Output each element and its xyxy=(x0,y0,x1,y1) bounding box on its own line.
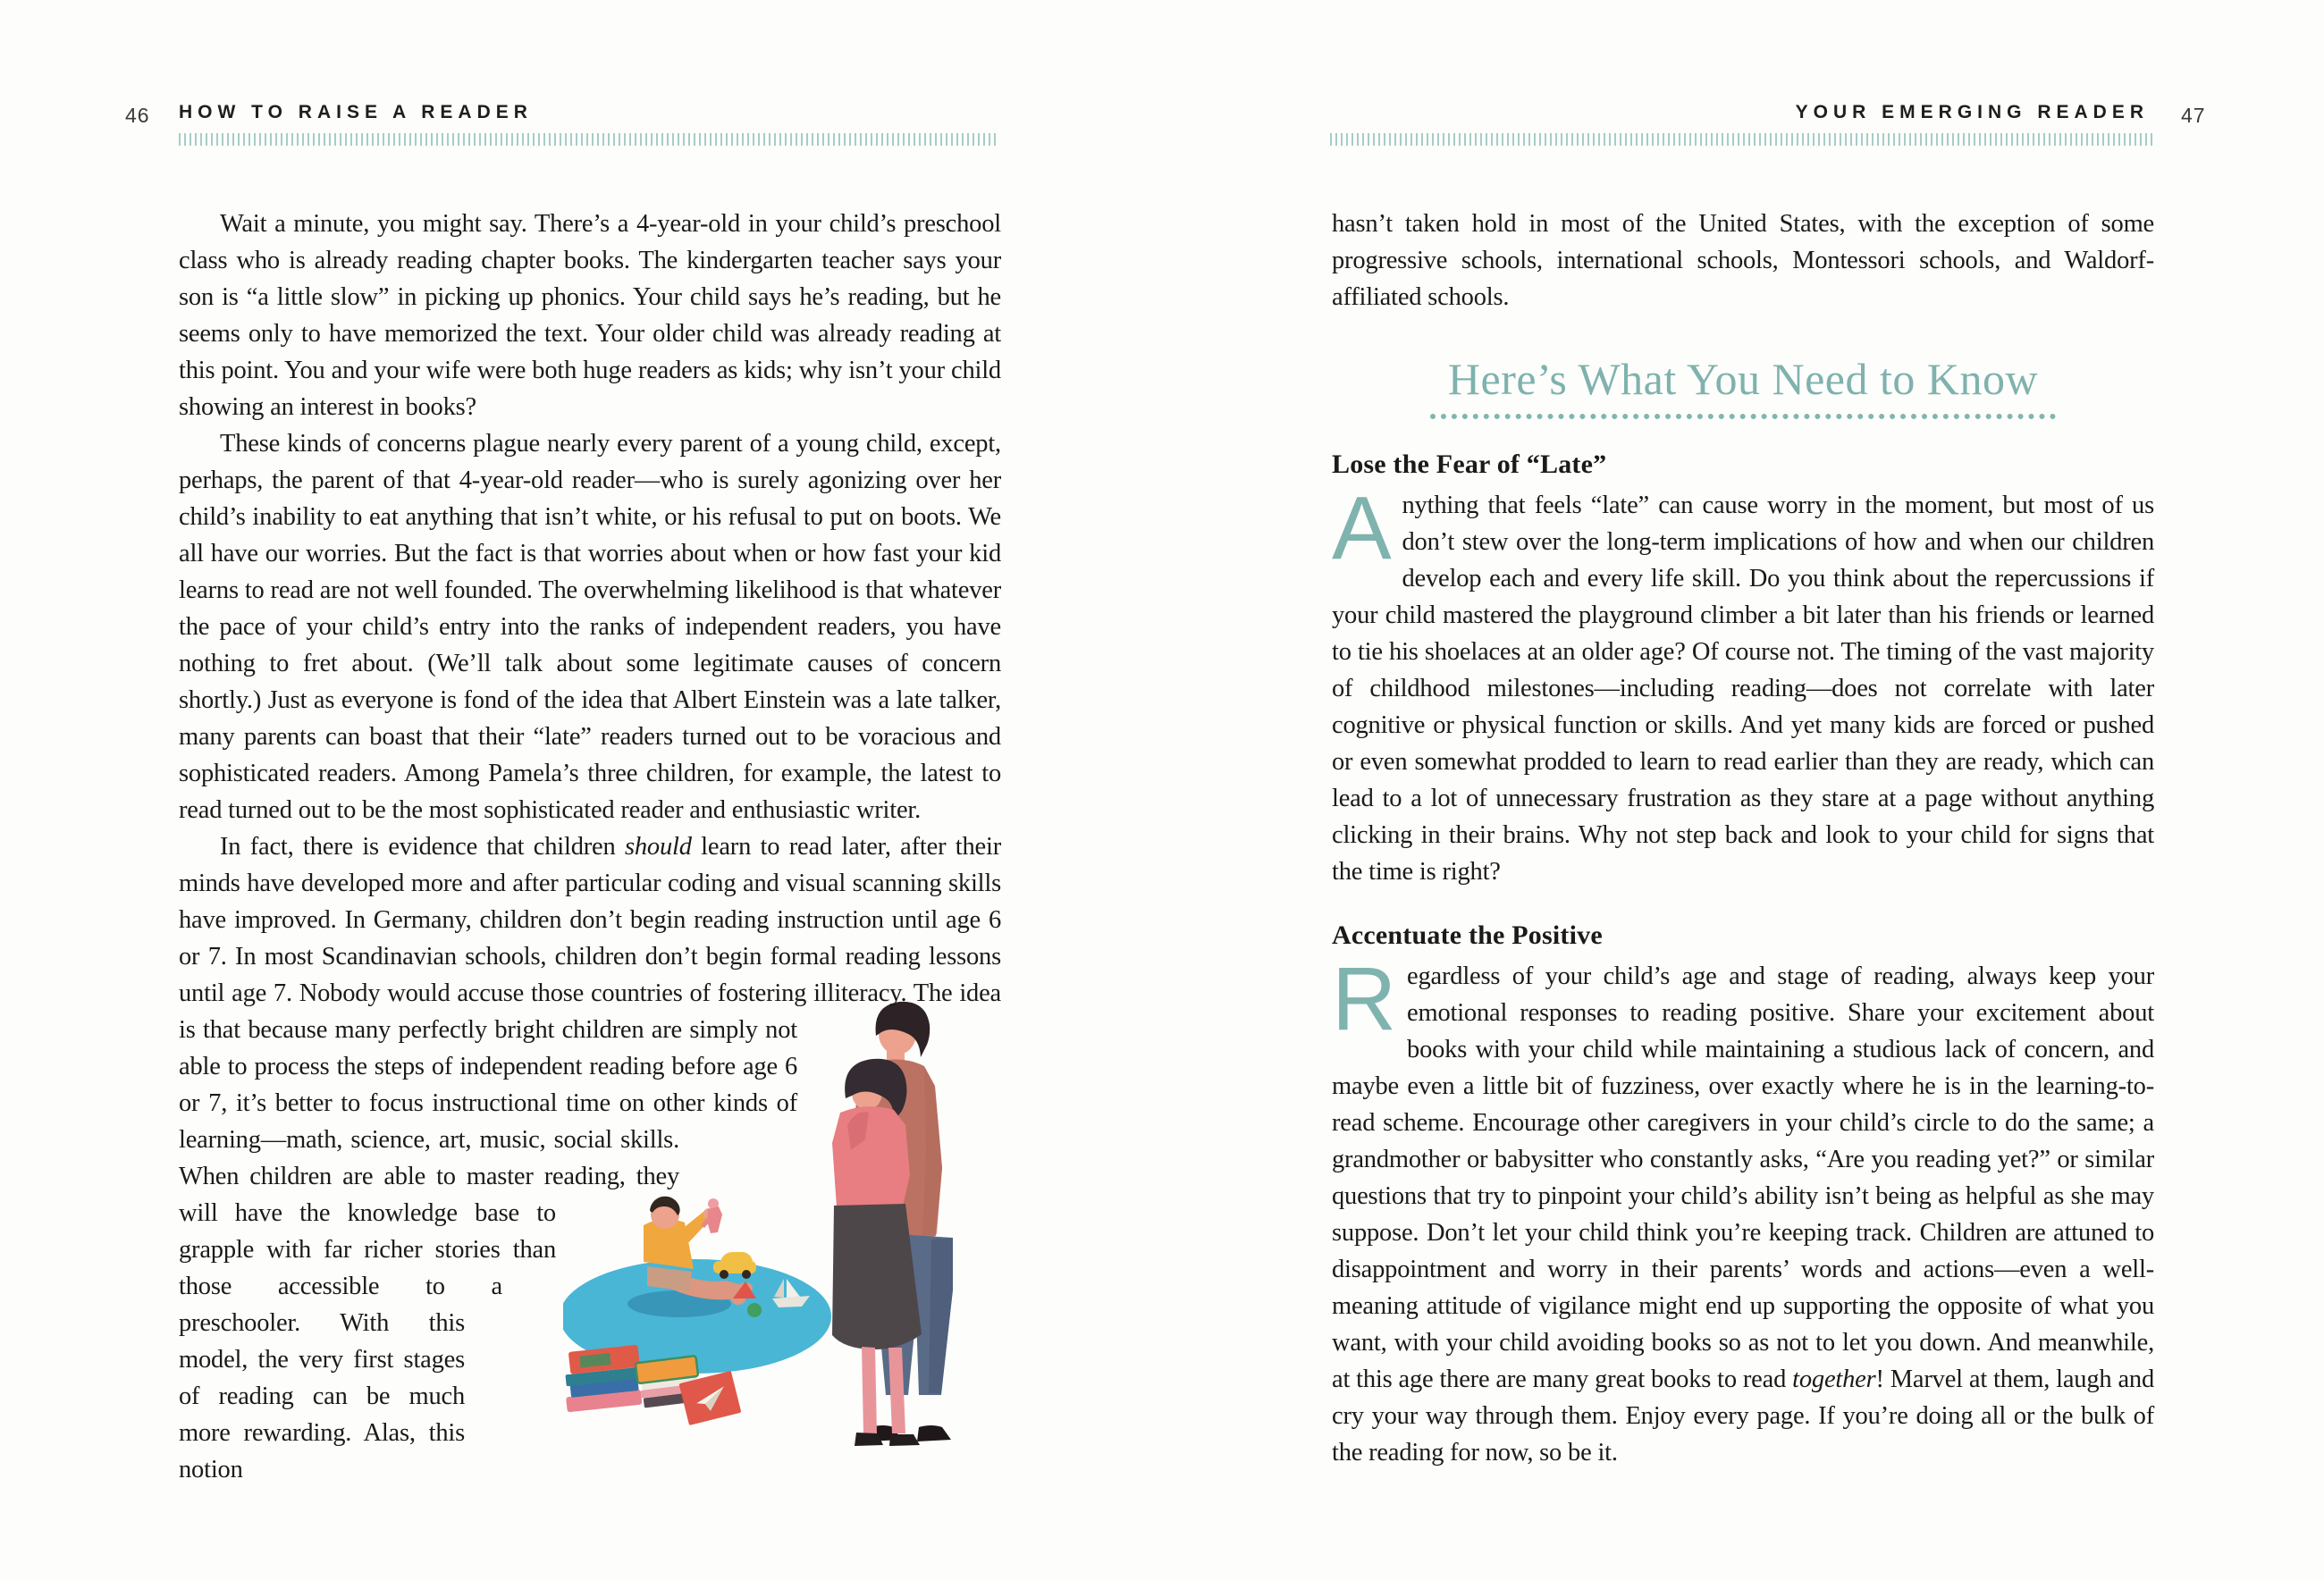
paragraph-text: learn to read later, after their minds have developed more and after particular coding and visual scanning skills have improved. In Germany, children don’t begin reading instruction until age 6 or 7. In most Scandinavian schools, children don’t begin formal reading lessons until age 7. Nobody would xyxy=(179,833,1001,1007)
paragraph-text: ! Marvel at them, laugh and cry your way through them. Enjoy every page. If you’re doing all or the bulk of the reading for now, so be it. xyxy=(1332,1366,2155,1467)
paragraph-text: egardless of your child’s age and stage of reading, always keep your emotional responses to reading positive. Share your excitement about books with your child while maintaining a studious lack of concern, and maybe even a little bit of fuzziness, over exactly where he is in the learning-to-read scheme. Encourage other caregivers in your child’s circle to do the same; a grandmother or babysitter who constantly asks, “Are you reading yet?” or similar questions that try to pinpoint your child’s ability isn’t being as helpful as she may suppose. Don’t let your child think you’re keeping track. Children are attuned to disappointment and worry in their parents’ words and actions—even a well-meaning attitude of vigilance might end up supporting the opposite of what you want, with your child avoiding books so as not to let you down. And meanwhile, at this age there are many great books to read xyxy=(1332,962,2154,1393)
header-rule-right xyxy=(1330,133,2154,146)
right-page-body xyxy=(1332,206,2154,1471)
italic-word: together xyxy=(1792,1366,1876,1393)
running-header-right: YOUR EMERGING READER xyxy=(1795,102,2149,122)
header-rule-left xyxy=(179,133,999,146)
drop-cap: A xyxy=(1332,478,1392,578)
dotted-rule xyxy=(1430,414,2056,419)
italic-word: should xyxy=(624,833,692,861)
subheading-accentuate-positive: Accentuate the Positive xyxy=(1332,920,1603,950)
left-page-body xyxy=(179,206,1001,1488)
continuation-paragraph: hasn’t taken hold in most of the United States, with the exception of some progressive schools, international schools, Montessori schools, and Waldorf-affiliated schools. xyxy=(1332,210,2154,311)
paragraph-with-illustration xyxy=(179,828,1001,1488)
section-heading: Here’s What You Need to Know xyxy=(1447,354,2039,404)
running-header-left: HOW TO RAISE A READER xyxy=(179,102,533,122)
paragraph-text: accuse those countries of fostering illiteracy. The idea is that because many perfectly bright children are simply not able to process the steps of independent reading before age 6 or 7, it’s better to focus instructional time on other kinds of learning—math, science, art, music, social skills. When children are able to master reading, they will have the knowledge base to grapple with far richer stories than those accessible to a preschooler. With this model, the very first stages of reading can be much more rewarding. Alas, this notion xyxy=(179,979,1002,1483)
subheading-lose-the-fear: Lose the Fear of “Late” xyxy=(1332,450,1607,479)
toy-ball xyxy=(747,1303,762,1317)
paragraph: Wait a minute, you might say. There’s a 4-year-old in your child’s preschool class who is already reading chapter books. The kindergarten teacher says your son is “a little slow” in picking up phonics. Your child says he’s reading, but he seems only to have memorized the text. Your older child was already reading at this point. You and your wife were both huge readers as kids; why isn’t your child showing an interest in books? xyxy=(179,210,1001,421)
paragraph-text: In fact, there is evidence that children xyxy=(220,833,625,861)
page-number-right: 47 xyxy=(2181,104,2206,127)
paragraph xyxy=(1332,949,2155,1471)
paragraph-text: nything that feels “late” can cause worry in the moment, but most of us don’t stew over the long-term implications of how and when our children develop each and every life skill. Do you think about the repercussions if your child mastered the playground climber a bit later than his friends or learned to tie his shoelaces at an older age? Of course not. The timing of the vast majority of childhood milestones—including reading—does not correlate with later cognitive or physical function or skills. And yet many kids are forced or pushed or even somewhat prodded to learn to read earlier than they are ready, which can lead to a lot of unnecessary frustration as they stare at a page without anything clicking in their brains. Why not step back and look to your child for signs that the time is right? xyxy=(1332,492,2154,886)
paragraph xyxy=(1332,478,2154,890)
page-number-left: 46 xyxy=(125,104,150,127)
drop-cap: R xyxy=(1332,949,1397,1049)
paragraph: These kinds of concerns plague nearly every parent of a young child, except, perhaps, the parent of that 4-year-old reader—who is surely agonizing over her child’s inability to eat anything that isn’t white, or his refusal to put on boots. We all have our worries. But the fact is that worries about when or how fast your kid learns to read are not well founded. The overwhelming likelihood is that whatever the pace of your child’s entry into the ranks of independent readers, you have nothing to fret about. (We’ll talk about some legitimate causes of concern shortly.) Just as everyone is fond of the idea that Albert Einstein was a late talker, many parents can boast that their “late” readers turned out to be voracious and sophisticated readers. Among Pamela’s three children, for example, the latest to read turned out to be the most sophisticated reader and enthusiastic writer. xyxy=(179,430,1001,824)
illustration-book-stack-left xyxy=(563,1345,644,1413)
